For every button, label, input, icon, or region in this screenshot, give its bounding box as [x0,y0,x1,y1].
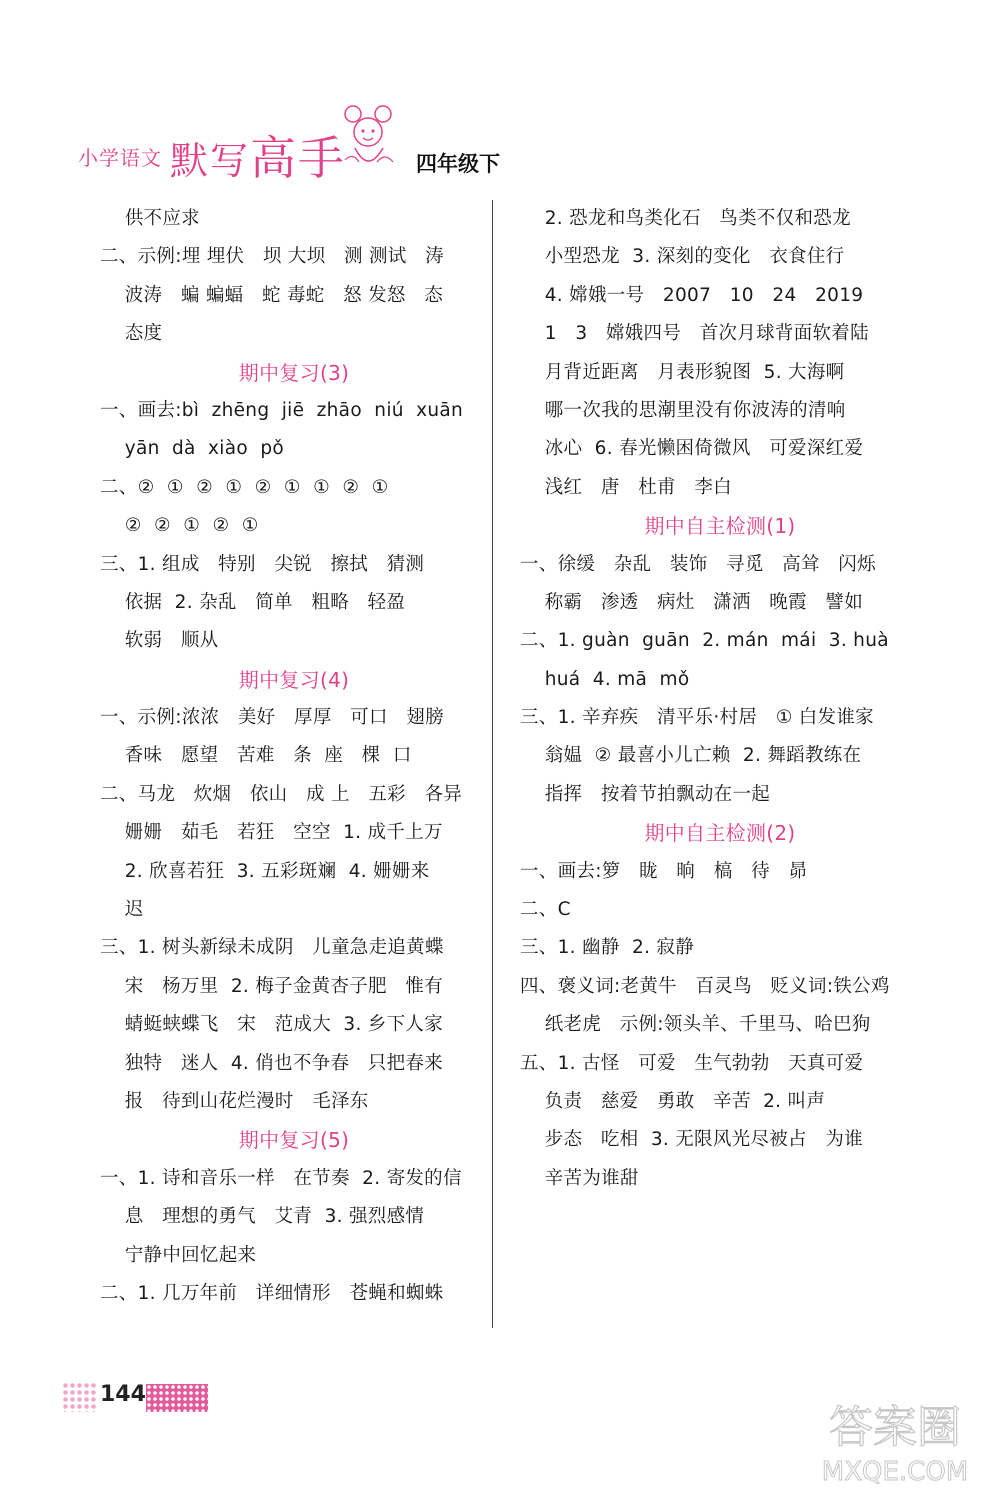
svg-text:MXQE.COM: MXQE.COM [821,1457,969,1487]
answer-line: 息 理想的勇气 艾青 3. 强烈感情 [100,1206,425,1228]
girl-mascot-icon [333,100,403,176]
answer-line: yān dà xiào pǒ [100,438,285,460]
answer-line: 二、1. guàn guān 2. mán mái 3. huà [520,630,889,652]
answer-line: 辛苦为谁甜 [520,1167,639,1189]
section-heading: 期中自主检测(2) [644,821,796,846]
dot-pattern-decoration [62,1382,96,1412]
answer-line: 翁媪 ② 最喜小儿亡赖 2. 舞蹈教练在 [520,745,862,767]
brand-title-part2: 高手 [250,131,347,185]
answer-line: huá 4. mā mǒ [520,668,690,690]
answer-line: 宁静中回忆起来 [100,1244,257,1266]
answer-line: 蜻蜓蛱蝶飞 宋 范成大 3. 乡下人家 [100,1014,443,1036]
answer-line: 态度 [100,323,163,345]
answer-line: 一、画去:箩 眬 晌 槁 待 昴 [520,860,808,882]
right-column [520,200,920,1198]
section-heading: 期中复习(5) [238,1128,350,1153]
answer-line: 小型恐龙 3. 深刻的变化 衣食住行 [520,246,845,268]
answer-line: 1 3 嫦娥四号 首次月球背面软着陆 [520,323,869,345]
grade-label: 四年级下 [416,152,500,176]
answer-line: 宋 杨万里 2. 梅子金黄杏子肥 惟有 [100,975,443,997]
column-divider [492,200,493,1328]
answer-line: 纸老虎 示例:领头羊、千里马、哈巴狗 [520,1014,871,1036]
answer-line: 浅红 唐 杜甫 李白 [520,476,732,498]
pink-pattern-decoration [146,1384,208,1412]
answer-line: 二、② ① ② ① ② ① ① ② ① [100,476,389,498]
answer-line: 一、1. 诗和音乐一样 在节奏 2. 寄发的信 [100,1167,462,1189]
brand-subtitle: 小学语文 [78,146,162,170]
answer-line: 二、C [520,899,571,921]
answer-line: 四、褒义词:老黄牛 百灵鸟 贬义词:铁公鸡 [520,975,890,997]
answer-line: 2. 恐龙和鸟类化石 鸟类不仅和恐龙 [520,208,851,229]
answer-line: 冰心 6. 春光懒困倚微风 可爱深红爱 [520,438,864,460]
answer-line: 独特 迷人 4. 俏也不争春 只把春来 [100,1052,443,1074]
answer-line: 二、示例:埋 埋伏 坝 大坝 测 测试 涛 [100,246,444,268]
answer-line: 姗姗 茹毛 若狂 空空 1. 成千上万 [100,822,443,844]
answer-line: 二、1. 几万年前 详细情形 苍蝇和蜘蛛 [100,1282,444,1304]
page-header [78,100,538,185]
answer-line: 软弱 顺从 [100,630,219,652]
answer-line: 一、徐缓 杂乱 装饰 寻觅 高耸 闪烁 [520,553,876,575]
page-number: 144 [100,1382,146,1407]
brand-title-part1: 默写 [170,139,251,183]
answer-line: 供不应求 [100,208,200,229]
section-heading: 期中复习(4) [238,667,350,692]
answer-line: 三、1. 组成 特别 尖锐 擦拭 猜测 [100,553,425,575]
answer-line: 报 待到山花烂漫时 毛泽东 [100,1090,369,1112]
section-heading: 期中自主检测(1) [644,514,796,539]
answer-line: 步态 吃相 3. 无限风光尽被占 为谁 [520,1129,863,1151]
answer-line: 月背近距离 月表形貌图 5. 大海啊 [520,361,845,383]
answer-line: 三、1. 树头新绿未成阴 儿童急走追黄蝶 [100,937,444,959]
answer-line: 二、马龙 炊烟 依山 成 上 五彩 各异 [100,783,463,805]
brand-title [170,122,346,188]
answer-line: ② ② ① ② ① [100,515,259,537]
answer-line: 一、画去:bì zhēng jiē zhāo niú xuān [100,399,464,421]
watermark-logo [800,1392,990,1488]
answer-line: 2. 欣喜若狂 3. 五彩斑斓 4. 姗姗来 [100,860,430,882]
answer-line: 依据 2. 杂乱 简单 粗略 轻盈 [100,591,406,613]
answer-line: 负责 慈爱 勇敢 辛苦 2. 叫声 [520,1090,826,1112]
answer-line: 指挥 按着节拍飘动在一起 [520,783,771,805]
section-heading: 期中复习(3) [238,360,350,385]
left-column [100,200,488,1313]
svg-text:答案圈: 答案圈 [829,1402,961,1453]
answer-line: 4. 嫦娥一号 2007 10 24 2019 [520,284,864,306]
answer-line: 迟 [100,899,144,921]
answer-line: 香味 愿望 苦难 条 座 棵 口 [100,745,412,767]
answer-line: 一、示例:浓浓 美好 厚厚 可口 翅膀 [100,707,444,729]
answer-line: 波涛 蝙 蝙蝠 蛇 毒蛇 怒 发怒 态 [100,284,444,306]
answer-line: 哪一次我的思潮里没有你波涛的清响 [520,399,846,421]
answer-line: 五、1. 古怪 可爱 生气勃勃 天真可爱 [520,1052,864,1074]
page-footer [62,1376,222,1416]
answer-line: 三、1. 幽静 2. 寂静 [520,937,695,959]
answer-line: 三、1. 辛弃疾 清平乐·村居 ① 白发谁家 [520,707,874,729]
answer-line: 称霸 渗透 病灶 潇洒 晚霞 譬如 [520,591,864,613]
